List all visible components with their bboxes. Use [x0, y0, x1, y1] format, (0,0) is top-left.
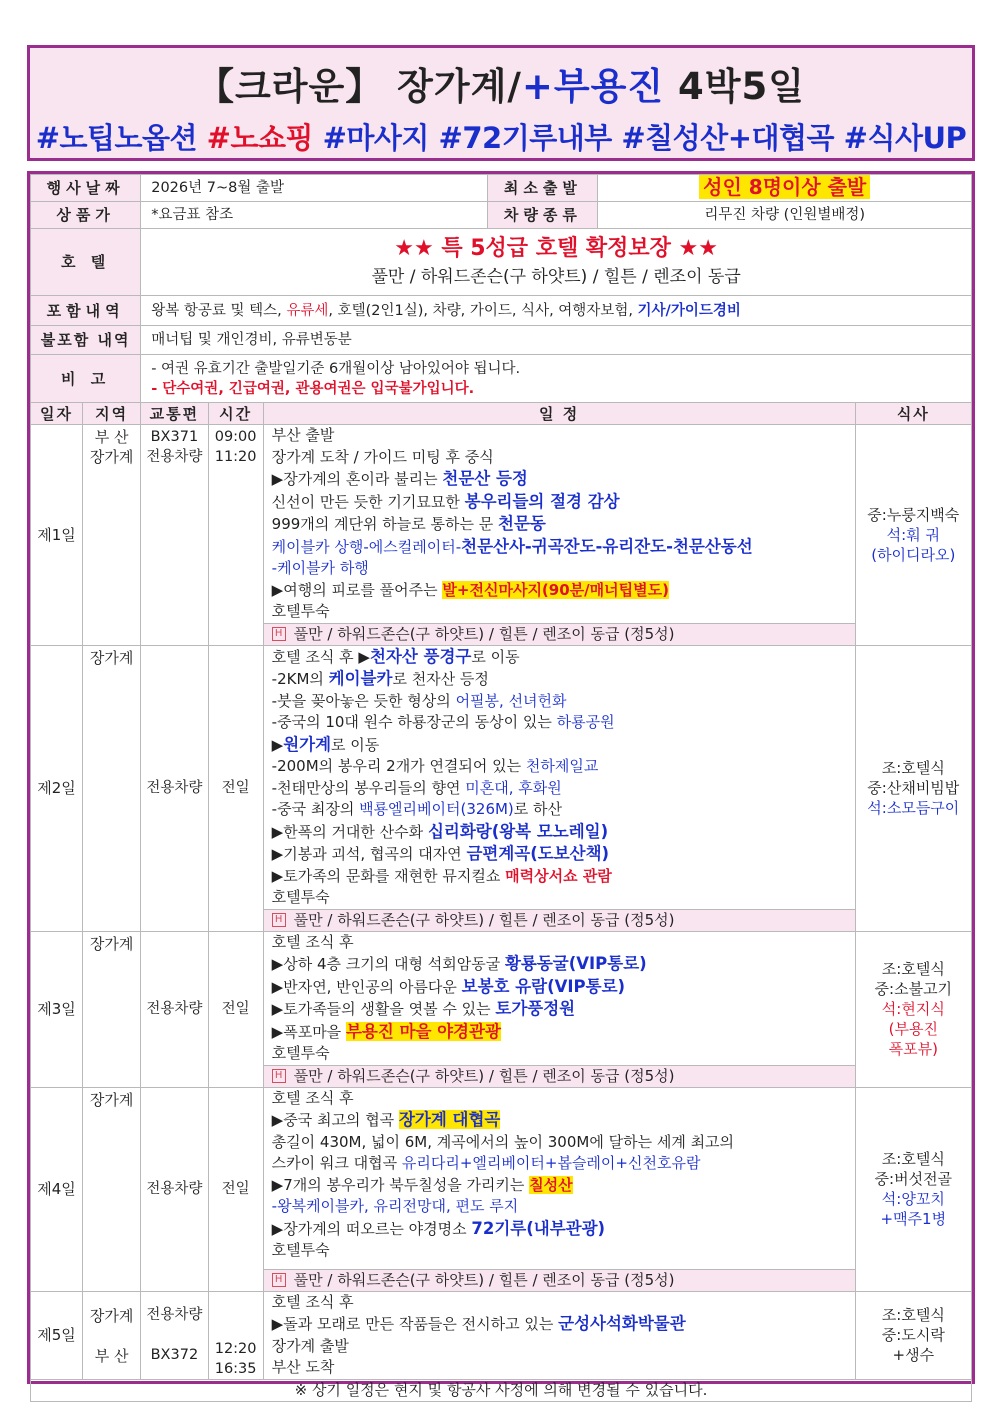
include-fuel: 유류세 — [286, 302, 329, 319]
schedule-line: -중국 최장의 백룡엘리베이터(326M)로 하산 — [271, 800, 563, 818]
hashtag-line — [30, 116, 972, 157]
day-label: 제5일 — [31, 1291, 83, 1379]
hashtag: #마사지 — [322, 121, 439, 155]
day-transport — [141, 425, 208, 646]
day-transport: 전용차량 — [141, 931, 208, 1087]
transport-type: 전용차량 — [146, 449, 203, 465]
schedule-line: 총길이 430M, 넓이 6M, 계곡에서의 높이 300M에 달하는 세계 최고의 — [271, 1132, 735, 1151]
itinerary-table — [30, 174, 972, 1402]
day-time — [208, 1291, 263, 1379]
date-label: 행사날짜 — [31, 175, 141, 202]
day-row — [31, 1087, 972, 1291]
hotel-row-text: 풀만 / 하워드존슨(구 하얏트) / 힐튼 / 렌조이 동급 (정5성) — [293, 1066, 675, 1085]
schedule-line: 부산 출발 — [271, 426, 335, 444]
schedule-line: 신선이 만든 듯한 기기묘묘한 봉우리들의 절경 감상 — [271, 491, 620, 511]
day-transport: 전용차량 — [141, 645, 208, 931]
day-meal — [855, 1087, 971, 1291]
itinerary-document — [27, 171, 975, 1399]
transport-type: 전용차량 — [146, 1307, 203, 1323]
include-guide-fee: 기사/가이드경비 — [637, 302, 741, 319]
schedule-line: 부산 도착 — [271, 1358, 335, 1376]
hashtag: #노팁노옵션 — [35, 121, 207, 155]
hotel-row — [264, 1065, 855, 1087]
day-meal — [855, 931, 971, 1087]
schedule-line: 호텔 조식 후 ▶천자산 풍경구로 이동 — [271, 646, 520, 666]
day-place — [83, 1291, 141, 1379]
meal-item: 석:훠 궈 — [886, 525, 940, 544]
day-place: 장가계 — [83, 1087, 141, 1291]
hotel-row-text: 풀만 / 하워드존슨(구 하얏트) / 힐튼 / 렌조이 동급 (정5성) — [293, 910, 675, 929]
hotel-row-text: 풀만 / 하워드존슨(구 하얏트) / 힐튼 / 렌조이 동급 (정5성) — [293, 1270, 675, 1289]
meal-item: 중:소불고기 — [874, 980, 953, 998]
hotel-icon: H — [272, 1069, 286, 1083]
header-schedule: 일 정 — [263, 403, 855, 425]
title-banner — [27, 45, 975, 161]
schedule-line: 호텔투숙 — [271, 1044, 330, 1062]
schedule-line: ▶한폭의 거대한 산수화 십리화랑(왕복 모노레일) — [271, 821, 609, 841]
day-label: 제3일 — [31, 931, 83, 1087]
schedule-line: 호텔투숙 — [271, 888, 330, 906]
schedule-line: 케이블카 상행-에스컬레이터-천문산사-귀곡잔도-유리잔도-천문산동선 — [271, 536, 753, 556]
hotel-row — [264, 909, 855, 931]
schedule-line: 스카이 워크 대협곡 유리다리+엘리베이터+봅슬레이+신천호유람 — [271, 1154, 701, 1172]
meal-item: 조:호텔식 — [881, 1306, 945, 1324]
day-place: 장가계 — [83, 931, 141, 1087]
schedule-line: ▶폭포마을 부용진 마을 야경관광 — [271, 1021, 501, 1041]
day-meal — [855, 1291, 971, 1379]
info-row-price — [31, 202, 972, 229]
schedule-line: 장가계 도착 / 가이드 미팅 후 중식 — [271, 447, 494, 466]
title-suffix: 4박5일 — [664, 65, 805, 108]
exclude-label: 불포함 내역 — [31, 326, 141, 355]
info-row-note — [31, 355, 972, 403]
note-value — [141, 355, 972, 403]
product-title — [30, 56, 972, 110]
place-name: 부 산 — [94, 1347, 129, 1365]
schedule-line: ▶돌과 모래로 만든 작품들은 전시하고 있는 군성사석화박물관 — [271, 1314, 686, 1333]
schedule-line: -케이블카 하행 — [271, 559, 369, 577]
day-meal — [855, 645, 971, 931]
day-place — [83, 425, 141, 646]
header-meal: 식사 — [855, 403, 971, 425]
time-value: 11:20 — [214, 449, 257, 465]
place-name: 장가계 — [89, 448, 134, 466]
day-meal — [855, 425, 971, 646]
schedule-line: ▶장가계의 떠오르는 야경명소 72기루(내부관광) — [271, 1218, 606, 1238]
schedule-header — [31, 403, 972, 425]
include-label: 포함내역 — [31, 296, 141, 326]
day-row — [31, 1291, 972, 1379]
hotel-icon: H — [272, 627, 286, 641]
schedule-line: 호텔 조식 후 — [271, 932, 354, 951]
day-row — [31, 425, 972, 646]
hashtag: #72기루내부 — [438, 121, 622, 155]
schedule-line: ▶여행의 피로를 풀어주는 발+전신마사지(90분/매너팁별도) — [271, 580, 669, 599]
day-label: 제4일 — [31, 1087, 83, 1291]
meal-item: 조:호텔식 — [881, 960, 945, 978]
day-label: 제1일 — [31, 425, 83, 646]
day-schedule — [263, 931, 855, 1087]
meal-item: 조:호텔식 — [881, 1150, 945, 1168]
schedule-line: ▶토가족들의 생활을 엿볼 수 있는 토가풍정원 — [271, 999, 576, 1018]
hashtag: #식사UP — [843, 121, 967, 155]
note-line-warning: - 단수여권, 긴급여권, 관용여권은 입국불가입니다. — [151, 380, 475, 397]
title-highlight: +부용진 — [521, 65, 665, 108]
info-row-exclude — [31, 326, 972, 355]
schedule-line: -붓을 꽂아놓은 듯한 형상의 어필봉, 선녀헌화 — [271, 691, 567, 710]
hashtag: #칠성산+대협곡 — [621, 121, 844, 155]
meal-item: 폭포뷰) — [888, 1040, 938, 1058]
schedule-line: ▶장가계의 혼이라 불리는 천문산 등정 — [271, 469, 528, 488]
meal-item: (부용진 — [888, 1020, 938, 1038]
note-label: 비 고 — [31, 355, 141, 403]
date-value: 2026년 7~8월 출발 — [141, 175, 488, 202]
hotel-label: 호 텔 — [31, 229, 141, 296]
note-line: - 여권 유효기간 출발일기준 6개월이상 남아있어야 됩니다. — [151, 360, 521, 377]
meal-item: 석:현지식 — [881, 1000, 945, 1018]
meal-item: +맥주1병 — [880, 1210, 947, 1228]
schedule-line: 호텔 조식 후 — [271, 1292, 354, 1311]
time-value: 16:35 — [214, 1360, 257, 1377]
day-schedule — [263, 1291, 855, 1379]
header-time: 시간 — [208, 403, 263, 425]
schedule-line: 호텔 조식 후 — [271, 1088, 354, 1107]
schedule-line: ▶중국 최고의 협곡 장가계 대협곡 — [271, 1110, 501, 1129]
hotel-icon: H — [272, 1273, 286, 1287]
footer-row — [31, 1379, 972, 1401]
day-place: 장가계 — [83, 645, 141, 931]
include-text: , 호텔(2인1실), 차량, 가이드, 식사, 여행자보험, — [328, 302, 638, 319]
day-time: 전일 — [208, 1087, 263, 1291]
min-depart-label: 최소출발 — [488, 175, 598, 202]
price-label: 상품가 — [31, 202, 141, 229]
meal-item: 중:버섯전골 — [874, 1170, 953, 1188]
hotel-row-text: 풀만 / 하워드존슨(구 하얏트) / 힐튼 / 렌조이 동급 (정5성) — [293, 624, 675, 643]
schedule-line: ▶상하 4층 크기의 대형 석회암동굴 황룡동굴(VIP통로) — [271, 954, 647, 973]
schedule-line: ▶토가족의 문화를 재현한 뮤지컬쇼 매력상서쇼 관람 — [271, 866, 612, 885]
schedule-lines — [264, 1088, 855, 1262]
schedule-line: -중국의 10대 원수 하룡장군의 동상이 있는 하룡공원 — [271, 713, 615, 731]
schedule-line: -왕복케이블카, 유리전망대, 편도 루지 — [271, 1197, 519, 1215]
min-depart-value: 성인 8명이상 출발 — [699, 175, 870, 199]
schedule-line: ▶원가계로 이동 — [271, 734, 380, 754]
day-time — [208, 425, 263, 646]
meal-item: +생수 — [892, 1346, 935, 1364]
schedule-line: 장가계 출발 — [271, 1336, 349, 1355]
schedule-line: 999개의 계단위 하늘로 통하는 문 천문동 — [271, 514, 546, 533]
hashtag: #노쇼핑 — [206, 121, 323, 155]
meal-item: 석:소모듬구이 — [867, 799, 960, 817]
schedule-lines — [264, 932, 855, 1065]
meal-item: 중:도시락 — [881, 1326, 945, 1344]
schedule-line: 호텔투숙 — [271, 602, 330, 620]
footer-note: ※ 상기 일정은 현지 및 항공사 사정에 의해 변경될 수 있습니다. — [31, 1379, 972, 1401]
hotel-row — [264, 1269, 855, 1291]
day-schedule — [263, 645, 855, 931]
info-row-hotel — [31, 229, 972, 296]
schedule-line: ▶기봉과 괴석, 협곡의 대자연 금편계곡(도보산책) — [271, 844, 610, 863]
header-day: 일자 — [31, 403, 83, 425]
day-time: 전일 — [208, 931, 263, 1087]
place-name: 부 산 — [94, 428, 129, 446]
day-row — [31, 931, 972, 1087]
header-transport: 교통편 — [141, 403, 208, 425]
schedule-lines — [264, 425, 855, 623]
meal-item: 중:산채비빔밥 — [867, 779, 960, 797]
info-row-date — [31, 175, 972, 202]
include-text: 왕복 항공료 및 텍스, — [151, 302, 287, 319]
hotel-info — [141, 229, 972, 296]
schedule-line: -2KM의 케이블카로 천자산 등정 — [271, 669, 489, 688]
day-row — [31, 645, 972, 931]
title-prefix: 【크라운】 장가계/ — [197, 65, 522, 108]
hotel-names: 풀만 / 하워드존슨(구 하얏트) / 힐튼 / 렌조이 동급 — [371, 267, 741, 287]
meal-item: 석:양꼬치 — [881, 1190, 945, 1208]
hotel-guarantee: ★★ 특 5성급 호텔 확정보장 ★★ — [394, 236, 718, 261]
flight-number: BX371 — [150, 429, 199, 445]
include-value — [141, 296, 972, 326]
exclude-value: 매너팁 및 개인경비, 유류변동분 — [141, 326, 972, 355]
schedule-lines — [264, 646, 855, 909]
meal-item: (하이디라오) — [871, 545, 956, 564]
meal-item: 조:호텔식 — [881, 759, 945, 777]
meal-item: 중:누룽지백숙 — [867, 505, 960, 524]
time-value: 12:20 — [214, 1340, 257, 1357]
schedule-line: 호텔투숙 — [271, 1241, 330, 1259]
price-value: *요금표 참조 — [141, 202, 488, 229]
day-time: 전일 — [208, 645, 263, 931]
vehicle-value: 리무진 차량 (인원별배정) — [598, 202, 972, 229]
schedule-line: ▶반자연, 반인공의 아름다운 보봉호 유람(VIP통로) — [271, 976, 626, 996]
vehicle-label: 차량종류 — [488, 202, 598, 229]
day-label: 제2일 — [31, 645, 83, 931]
schedule-line: -천태만상의 봉우리들의 향연 미혼대, 후화원 — [271, 778, 562, 797]
hotel-icon: H — [272, 913, 286, 927]
day-schedule — [263, 425, 855, 646]
schedule-line: ▶7개의 봉우리가 북두칠성을 가리키는 칠성산 — [271, 1175, 573, 1194]
min-depart-cell — [598, 175, 972, 202]
flight-number: BX372 — [150, 1347, 199, 1363]
schedule-line: -200M의 봉우리 2개가 연결되어 있는 천하제일교 — [271, 757, 599, 775]
hotel-row — [264, 623, 855, 645]
day-transport — [141, 1291, 208, 1379]
place-name: 장가계 — [89, 1307, 134, 1325]
day-schedule — [263, 1087, 855, 1291]
day-transport: 전용차량 — [141, 1087, 208, 1291]
schedule-lines — [264, 1292, 855, 1379]
time-value: 09:00 — [214, 429, 257, 445]
header-place: 지역 — [83, 403, 141, 425]
info-row-include — [31, 296, 972, 326]
